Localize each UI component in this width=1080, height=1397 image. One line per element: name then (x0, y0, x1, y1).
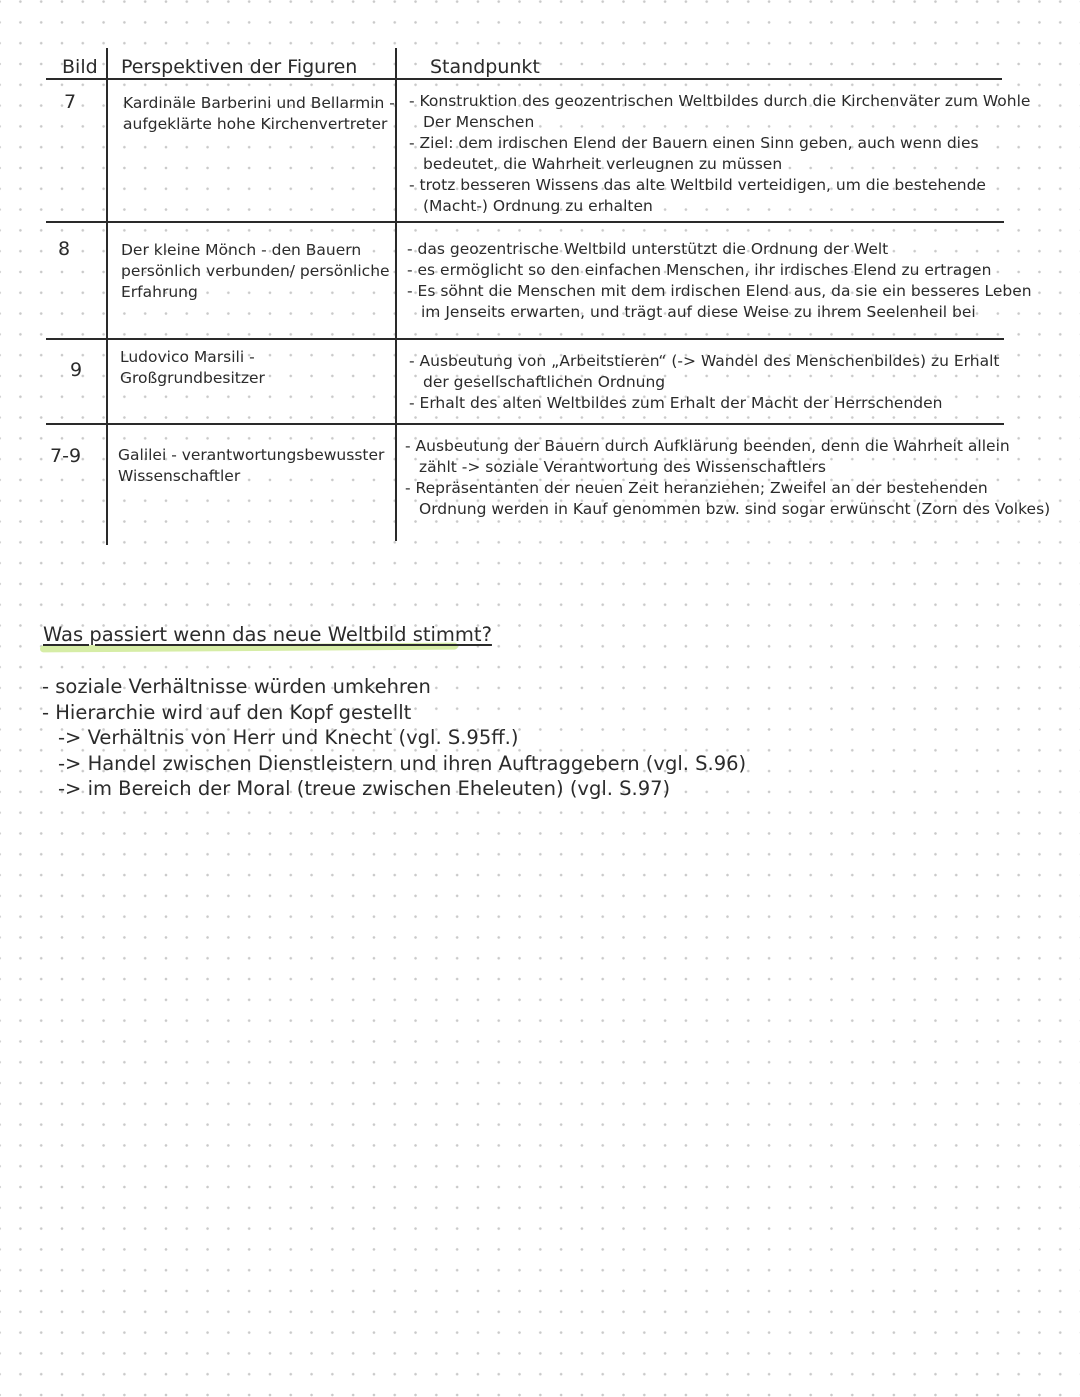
standpoint-line: - es ermöglicht so den einfachen Menschen, ihr irdisches Elend zu ertragen (407, 261, 992, 279)
figure-line: Erfahrung (121, 283, 198, 301)
figure-line: persönlich verbunden/ persönliche (121, 262, 390, 280)
row-standpoint-text (407, 239, 1032, 323)
column-divider-2 (395, 48, 397, 541)
standpoint-line: Ordnung werden in Kauf genommen bzw. sind sogar erwünscht (Zorn des Volkes) (419, 500, 1051, 518)
answer-line: -> im Bereich der Moral (treue zwischen Eheleuten) (vgl. S.97) (58, 777, 671, 800)
row-standpoint-text (409, 351, 999, 414)
standpoint-line: zählt -> soziale Verantwortung des Wissenschaftlers (419, 458, 826, 476)
row-bild-number: 7-9 (50, 445, 82, 467)
answer-notes (42, 674, 746, 802)
figure-line: Der kleine Mönch - den Bauern (121, 241, 362, 259)
row-figure-text (118, 445, 384, 487)
standpoint-line: - Es söhnt die Menschen mit dem irdischen Elend aus, da sie ein besseres Leben (407, 282, 1032, 300)
header-perspektiven: Perspektiven der Figuren (121, 56, 358, 78)
row-rule-2 (46, 338, 1004, 340)
row-rule-3 (46, 423, 1004, 425)
standpoint-line: (Macht-) Ordnung zu erhalten (423, 197, 653, 215)
standpoint-line: im Jenseits erwarten, und trägt auf diese Weise zu ihrem Seelenheil bei (421, 303, 976, 321)
row-standpoint-text (405, 436, 1050, 520)
row-figure-text (120, 347, 265, 389)
header-standpunkt: Standpunkt (430, 56, 540, 78)
standpoint-line: - Ziel: dem irdischen Elend der Bauern einen Sinn geben, auch wenn dies (409, 134, 979, 152)
row-bild-number: 7 (64, 91, 77, 113)
figure-line: Galilei - verantwortungsbewusster (118, 446, 385, 464)
answer-line: -> Verhältnis von Herr und Knecht (vgl. S.95ff.) (58, 726, 519, 749)
figure-line: Kardinäle Barberini und Bellarmin - (123, 94, 395, 112)
standpoint-line: - Ausbeutung der Bauern durch Aufklärung beenden, denn die Wahrheit allein (405, 437, 1010, 455)
standpoint-line: - Erhalt des alten Weltbildes zum Erhalt der Macht der Herrschenden (409, 394, 943, 412)
row-bild-number: 9 (70, 359, 83, 381)
figure-line: Wissenschaftler (118, 467, 241, 485)
standpoint-line: bedeutet, die Wahrheit verleugnen zu müssen (423, 155, 783, 173)
standpoint-line: - Konstruktion des geozentrischen Weltbildes durch die Kirchenväter zum Wohle (409, 92, 1031, 110)
standpoint-line: - trotz besseren Wissens das alte Weltbild verteidigen, um die bestehende (409, 176, 986, 194)
row-figure-text (123, 93, 395, 135)
question-heading: Was passiert wenn das neue Weltbild stimmt? (43, 623, 492, 646)
standpoint-line: - Ausbeutung von „Arbeitstieren“ (-> Wandel des Menschenbildes) zu Erhalt (409, 352, 1000, 370)
figure-line: Ludovico Marsili - (120, 348, 255, 366)
column-divider-1 (106, 48, 108, 545)
standpoint-line: der gesellschaftlichen Ordnung (423, 373, 666, 391)
standpoint-line: Der Menschen (423, 113, 535, 131)
row-bild-number: 8 (58, 238, 71, 260)
row-standpoint-text (409, 91, 1030, 217)
figure-line: aufgeklärte hohe Kirchenvertreter (123, 115, 388, 133)
answer-line: - Hierarchie wird auf den Kopf gestellt (42, 700, 412, 724)
row-figure-text (121, 240, 390, 303)
standpoint-line: - Repräsentanten der neuen Zeit heranziehen; Zweifel an der bestehenden (405, 479, 988, 497)
header-bild: Bild (62, 56, 98, 78)
answer-line: - soziale Verhältnisse würden umkehren (42, 675, 431, 698)
row-rule-1 (46, 221, 1004, 223)
header-rule (46, 78, 1002, 80)
standpoint-line: - das geozentrische Weltbild unterstützt die Ordnung der Welt (407, 240, 889, 258)
figure-line: Großgrundbesitzer (120, 369, 265, 387)
answer-line: -> Handel zwischen Dienstleistern und ihren Auftraggebern (vgl. S.96) (58, 751, 747, 775)
